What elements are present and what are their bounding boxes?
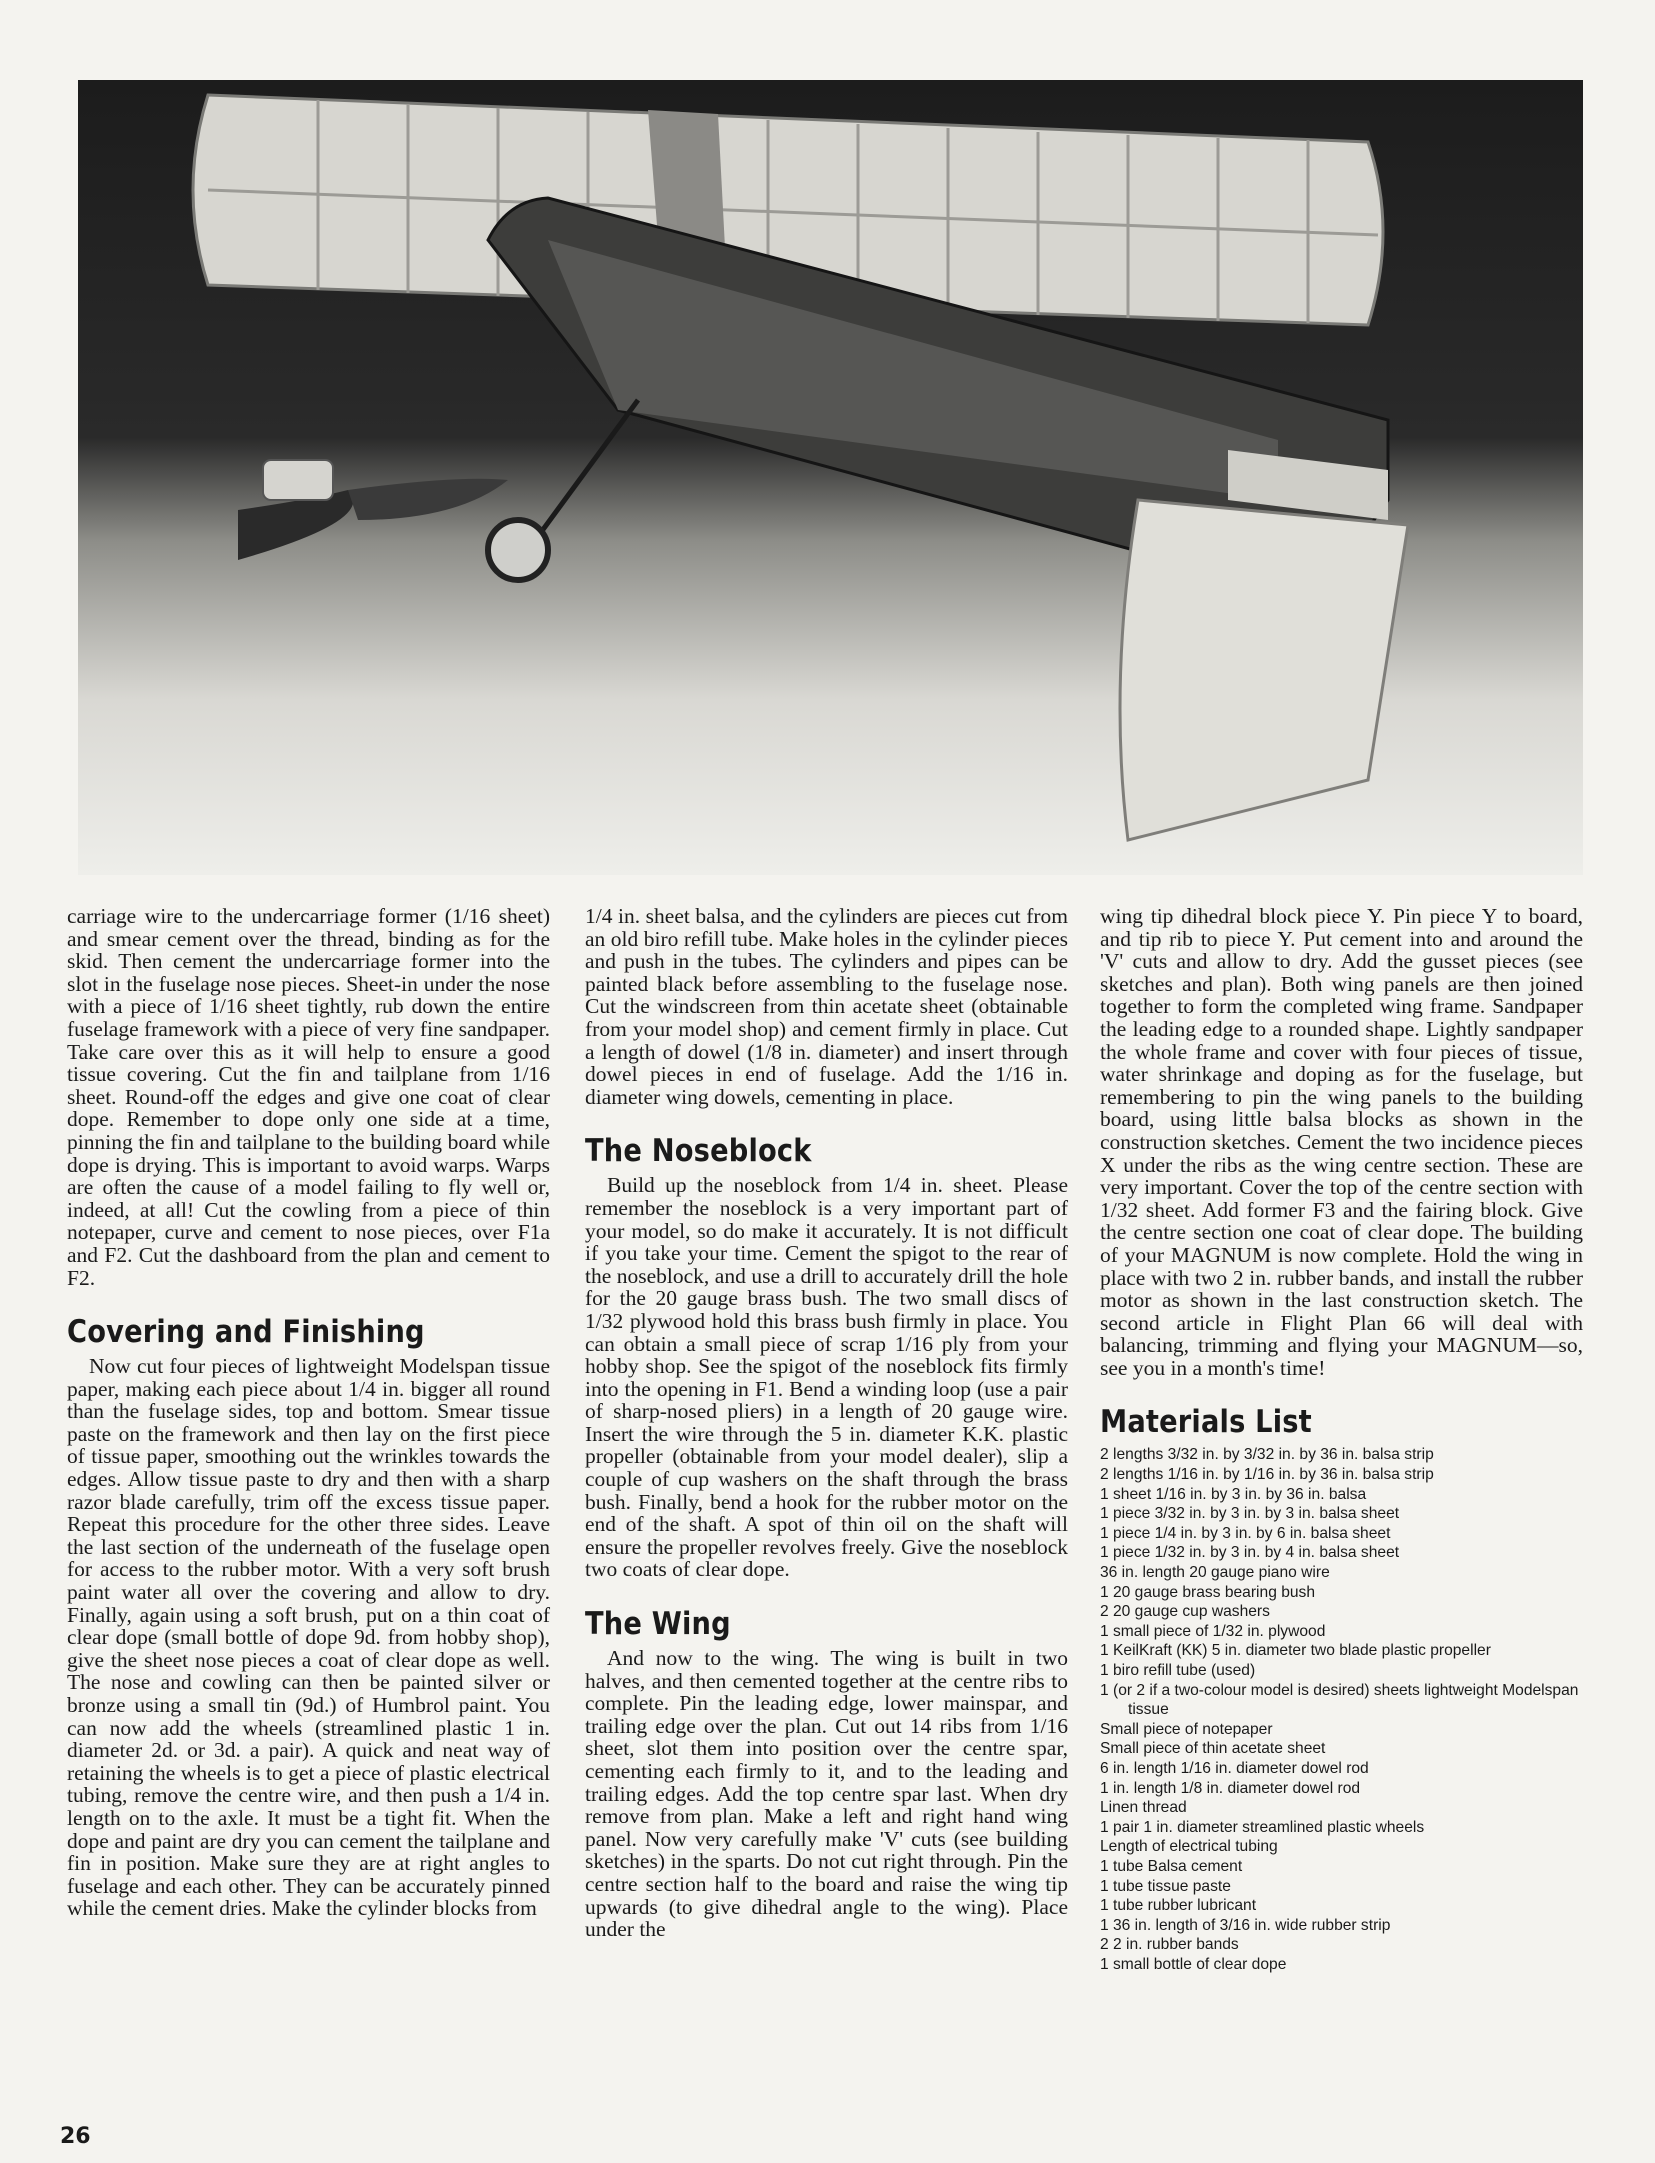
materials-item: 1 KeilKraft (KK) 5 in. diameter two blade plastic propeller (1100, 1642, 1491, 1660)
materials-item: 1 tube tissue paste (1100, 1877, 1231, 1895)
materials-item: 1 small bottle of clear dope (1100, 1955, 1287, 1973)
model-aircraft-icon (78, 80, 1583, 875)
materials-item: 1 tube Balsa cement (1100, 1857, 1243, 1875)
materials-item: 36 in. length 20 gauge piano wire (1100, 1564, 1330, 1582)
materials-item: 2 lengths 3/32 in. by 3/32 in. by 36 in. balsa strip (1100, 1446, 1434, 1464)
materials-item: Small piece of notepaper (1100, 1720, 1273, 1738)
materials-item: 1 piece 3/32 in. by 3 in. by 3 in. balsa sheet (1100, 1505, 1400, 1523)
materials-item: 1 20 gauge brass bearing bush (1100, 1583, 1316, 1601)
materials-item: 1 piece 1/4 in. by 3 in. by 6 in. balsa sheet (1100, 1524, 1391, 1542)
heading-the-noseblock: The Noseblock (585, 1133, 812, 1170)
materials-item: 1 tube rubber lubricant (1100, 1897, 1257, 1915)
materials-item: 1 (or 2 if a two-colour model is desired) sheets lightweight Modelspan tissue (1100, 1681, 1579, 1719)
column-2-paragraph-1: 1/4 in. sheet balsa, and the cylinders are pieces cut from an old biro refill tube. Make holes in the cylinder pieces and push in the tubes. The cylinders and pipes can be painted black before assembling to the fuselage nose. Cut the windscreen from thin acetate sheet (obtainable from your model shop) and cement firmly in place. Cut a length of dowel (1/8 in. diameter) and insert through dowel pieces in end of fuselage. Add the 1/16 in. diameter wing dowels, cementing in place. (585, 904, 1068, 1109)
materials-item: Length of electrical tubing (1100, 1838, 1278, 1856)
materials-item: Small piece of thin acetate sheet (1100, 1740, 1326, 1758)
heading-materials-list: Materials List (1100, 1404, 1312, 1441)
materials-item: 1 pair 1 in. diameter streamlined plastic wheels (1100, 1818, 1425, 1836)
model-aircraft-photo (78, 80, 1583, 875)
column-1-paragraph-1: carriage wire to the undercarriage former (1/16 sheet) and smear cement over the thread, binding as for the skid. Then cement the undercarriage former into the slot in the fuselage nose pieces. Sheet-in under the nose with a piece of 1/16 sheet tightly, rub down the entire fuselage framework with a piece of very fine sandpaper. Take care over this as it will help to ensure a good tissue covering. Cut the fin and tailplane from 1/16 sheet. Round-off the edges and give one coat of clear dope. Remember to dope only one side at a time, pinning the fin and tailplane to the building board while dope is drying. This is important to avoid warps. Warps are often the cause of a model failing to fly well or, indeed, at all! Cut the cowling from a piece of thin notepaper, curve and cement to nose pieces, over F1a and F2. Cut the dashboard from the plan and cement to F2. (67, 904, 550, 1290)
heading-the-wing: The Wing (585, 1606, 731, 1643)
materials-item: 1 piece 1/32 in. by 3 in. by 4 in. balsa sheet (1100, 1544, 1400, 1562)
materials-item: Linen thread (1100, 1799, 1187, 1817)
materials-list (1100, 1445, 1583, 1974)
column-2 (585, 905, 1068, 1941)
materials-item: 2 2 in. rubber bands (1100, 1936, 1239, 1954)
materials-item: 2 lengths 1/16 in. by 1/16 in. by 36 in. balsa strip (1100, 1466, 1434, 1484)
materials-item: 1 sheet 1/16 in. by 3 in. by 36 in. balsa (1100, 1485, 1367, 1503)
materials-item: 1 36 in. length of 3/16 in. wide rubber strip (1100, 1916, 1391, 1934)
page-number: 26 (60, 2124, 91, 2149)
column-2-paragraph-2: Build up the noseblock from 1/4 in. sheet. Please remember the noseblock is a very important part of your model, so do make it accurately. It is not difficult if you take your time. Cement the spigot to the rear of the noseblock, and use a drill to accurately drill the hole for the 20 gauge brass bush. The two small discs of 1/32 plywood hold this brass bush firmly in place. You can obtain a small piece of scrap 1/16 ply from your hobby shop. See the spigot of the noseblock fits firmly into the opening in F1. Bend a winding loop (use a pair of sharp-nosed pliers) in a length of 20 gauge wire. Insert the wire through the 5 in. diameter K.K. plastic propeller (obtainable from your model dealer), slip a couple of cup washers on the shaft through the brass bush. Finally, bend a hook for the rubber motor on the end of the shaft. A spot of thin oil on the shaft will ensure the propeller revolves freely. Give the noseblock two coats of clear dope. (585, 1173, 1068, 1582)
column-3 (1100, 905, 1583, 1975)
materials-item: 2 20 gauge cup washers (1100, 1603, 1270, 1621)
column-2-paragraph-3: And now to the wing. The wing is built in two halves, and then cemented together at the centre ribs to complete. Pin the leading edge, lower mainspar, and trailing edge over the plan. Cut out 14 ribs from 1/16 sheet, slot them into position over the centre spar, cementing each firmly to it, and to the leading and trailing edges. Add the top centre spar last. When dry remove from plan. Make a left and right hand wing panel. Now very carefully make 'V' cuts (see building sketches) in the sparts. Do not cut right through. Pin the centre section half to the board and raise the wing tip upwards (to give dihedral angle to the wing). Place under the (585, 1646, 1068, 1942)
heading-covering-and-finishing: Covering and Finishing (67, 1314, 425, 1351)
materials-item: 6 in. length 1/16 in. diameter dowel rod (1100, 1759, 1369, 1777)
materials-item: 1 in. length 1/8 in. diameter dowel rod (1100, 1779, 1361, 1797)
materials-item: 1 small piece of 1/32 in. plywood (1100, 1622, 1326, 1640)
materials-item: 1 biro refill tube (used) (1100, 1662, 1256, 1679)
column-3-paragraph-1: wing tip dihedral block piece Y. Pin piece Y to board, and tip rib to piece Y. Put cement into and around the 'V' cuts and allow to dry. Add the gusset pieces (see sketches and plan). Both wing panels are then joined together to form the completed wing frame. Sandpaper the leading edge to a rounded shape. Lightly sandpaper the whole frame and cover with four pieces of tissue, water shrinkage and doping as for the fuselage, but remembering to pin the wing panels to the building board, using little balsa blocks as shown in the construction sketches. Cement the two incidence pieces X under the ribs as the wing centre section. These are very important. Cover the top of the centre section with 1/32 sheet. Add former F3 and the fairing block. Give the centre section one coat of clear dope. The building of your MAGNUM is now complete. Hold the wing in place with two 2 in. rubber bands, and install the rubber motor as shown in the last construction sketch. The second article in Flight Plan 66 will deal with balancing, trimming and flying your MAGNUM—so, see you in a month's time! (1100, 904, 1583, 1380)
column-1 (67, 905, 550, 1920)
column-1-paragraph-2: Now cut four pieces of lightweight Modelspan tissue paper, making each piece about 1/4 in. bigger all round than the fuselage sides, top and bottom. Smear tissue paste on the framework and then lay on the first piece of tissue paper, smoothing out the wrinkles towards the edges. Allow tissue paste to dry and then with a sharp razor blade carefully, trim off the excess tissue paper. Repeat this procedure for the other three sides. Leave the last section of the underneath of the fuselage open for access to the rubber motor. With a very soft brush paint water all over the covering and allow to dry. Finally, again using a soft brush, put on a thin coat of clear dope (small bottle of dope 9d. from hobby shop), give the sheet nose pieces a coat of clear dope as well. The nose and cowling can then be painted silver or bronze using a small tin (9d.) of Humbrol paint. You can now add the wheels (streamlined plastic 1 in. diameter 2d. or 3d. a pair). A quick and neat way of retaining the wheels is to get a piece of plastic electrical tubing, remove the centre wire, and then push a 1/4 in. length on to the axle. It must be a tight fit. When the dope and paint are dry you can cement the tailplane and fin in position. Make sure they are at right angles to fuselage and each other. They can be accurately pinned while the cement dries. Make the cylinder blocks from (67, 1354, 550, 1921)
